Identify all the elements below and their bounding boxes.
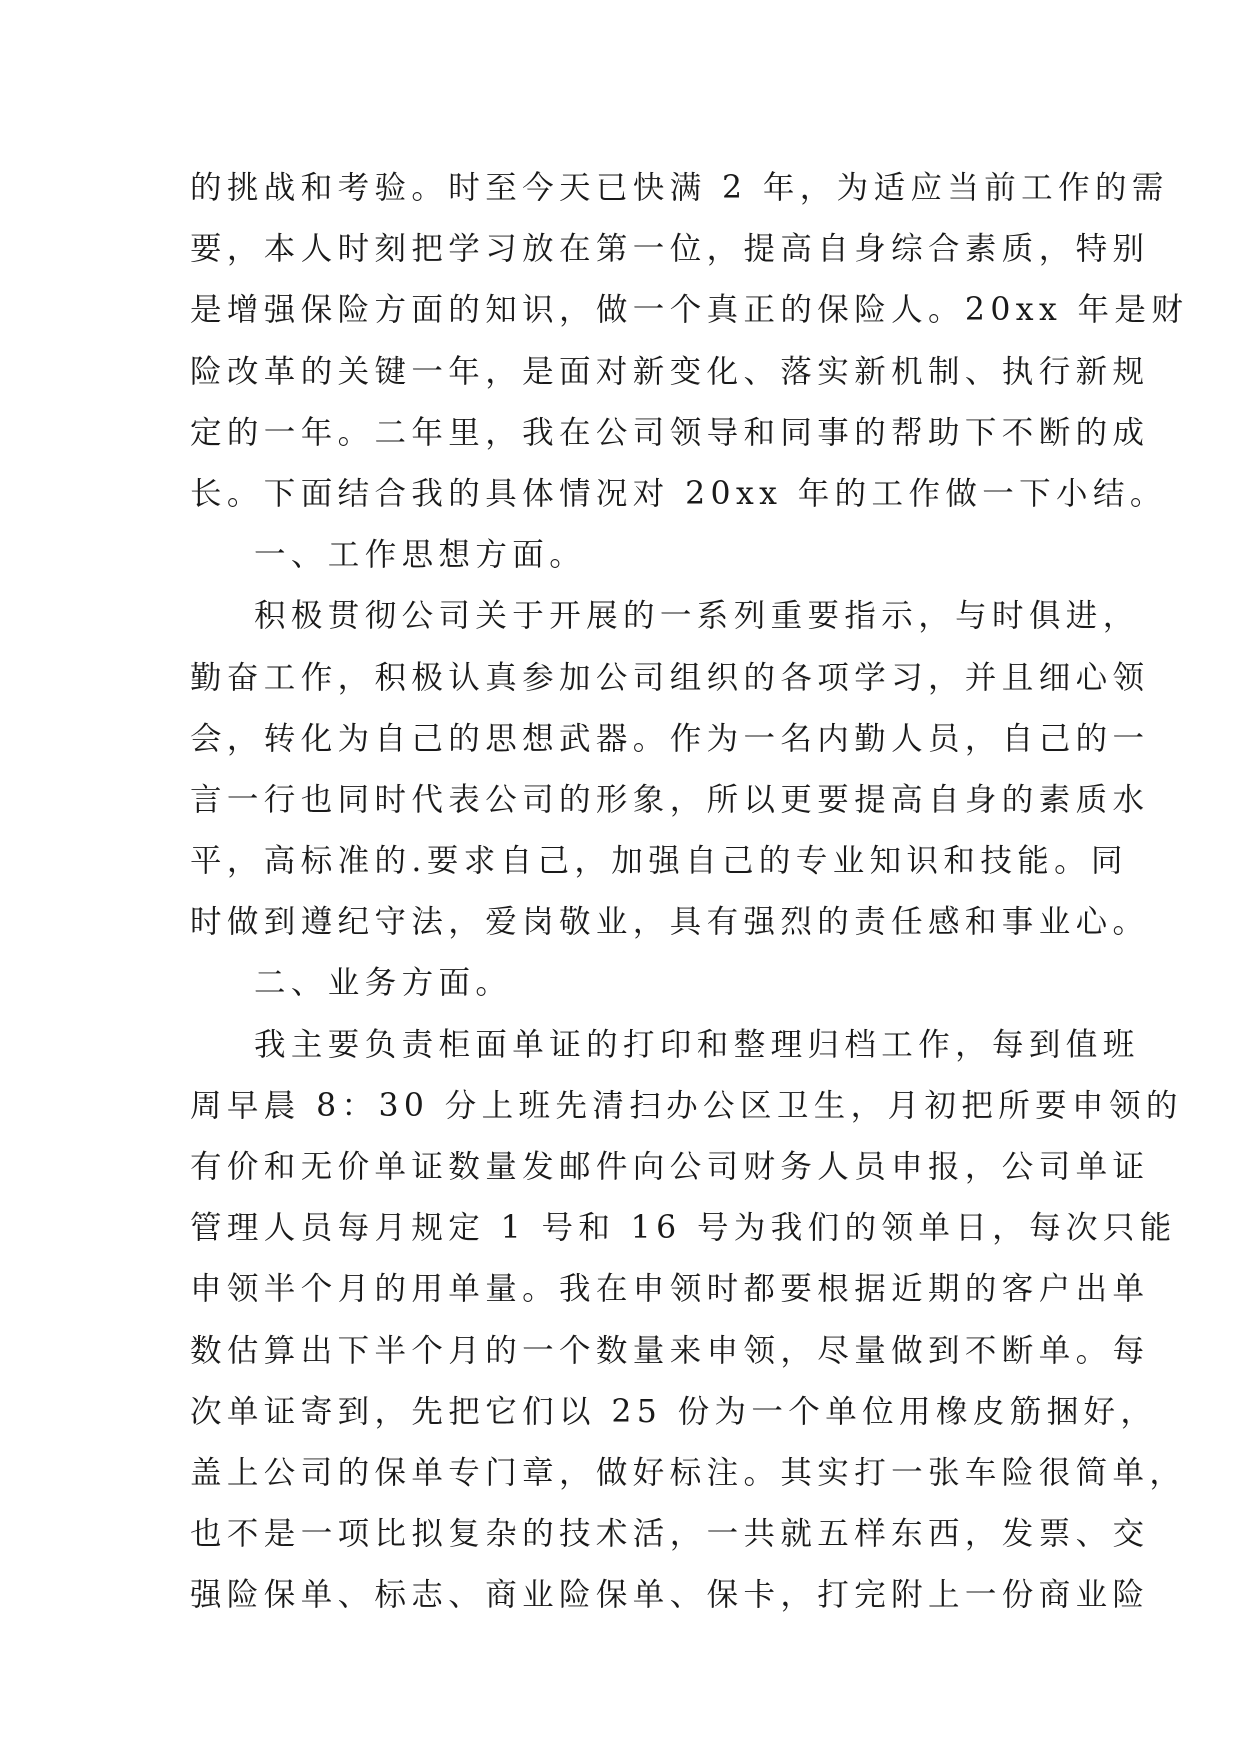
text-line: 强险保单、标志、商业险保单、保卡，打完附上一份商业险 bbox=[190, 1577, 1150, 1614]
text-line: 险改革的关键一年，是面对新变化、落实新机制、执行新规 bbox=[190, 353, 1150, 390]
paragraph-first-line: 二、业务方面。 bbox=[254, 965, 513, 1002]
text-line: 次单证寄到，先把它们以 25 份为一个单位用橡皮筋捆好， bbox=[190, 1393, 1158, 1430]
text-line: 是增强保险方面的知识，做一个真正的保险人。20xx 年是财 bbox=[190, 292, 1189, 329]
text-line: 言一行也同时代表公司的形象，所以更要提高自身的素质水 bbox=[190, 781, 1150, 818]
text-line: 平，高标准的.要求自己，加强自己的专业知识和技能。同 bbox=[190, 843, 1128, 880]
text-line: 时做到遵纪守法，爱岗敬业，具有强烈的责任感和事业心。 bbox=[190, 904, 1150, 941]
text-line: 管理人员每月规定 1 号和 16 号为我们的领单日，每次只能 bbox=[190, 1210, 1177, 1247]
text-line: 长。下面结合我的具体情况对 20xx 年的工作做一下小结。 bbox=[190, 475, 1167, 512]
text-line: 申领半个月的用单量。我在申领时都要根据近期的客户出单 bbox=[190, 1271, 1150, 1308]
text-line: 盖上公司的保单专门章，做好标注。其实打一张车险很简单， bbox=[190, 1454, 1187, 1491]
paragraph-first-line: 一、工作思想方面。 bbox=[254, 537, 587, 574]
text-line: 的挑战和考验。时至今天已快满 2 年，为适应当前工作的需 bbox=[190, 170, 1169, 206]
text-line: 定的一年。二年里，我在公司领导和同事的帮助下不断的成 bbox=[190, 414, 1150, 451]
text-line: 勤奋工作，积极认真参加公司组织的各项学习，并且细心领 bbox=[190, 659, 1150, 696]
text-line: 也不是一项比拟复杂的技术活，一共就五样东西，发票、交 bbox=[190, 1516, 1150, 1553]
document-body bbox=[190, 158, 1189, 1627]
paragraph-first-line: 积极贯彻公司关于开展的一系列重要指示，与时俱进， bbox=[254, 598, 1140, 635]
text-line: 会，转化为自己的思想武器。作为一名内勤人员，自己的一 bbox=[190, 720, 1150, 757]
text-line: 数估算出下半个月的一个数量来申领，尽量做到不断单。每 bbox=[190, 1332, 1150, 1369]
text-line: 周早晨 8：30 分上班先清扫办公区卫生，月初把所要申领的 bbox=[190, 1087, 1183, 1124]
paragraph-first-line: 我主要负责柜面单证的打印和整理归档工作，每到值班 bbox=[254, 1026, 1140, 1063]
text-line: 有价和无价单证数量发邮件向公司财务人员申报，公司单证 bbox=[190, 1149, 1150, 1185]
text-line: 要，本人时刻把学习放在第一位，提高自身综合素质，特别 bbox=[190, 231, 1150, 268]
